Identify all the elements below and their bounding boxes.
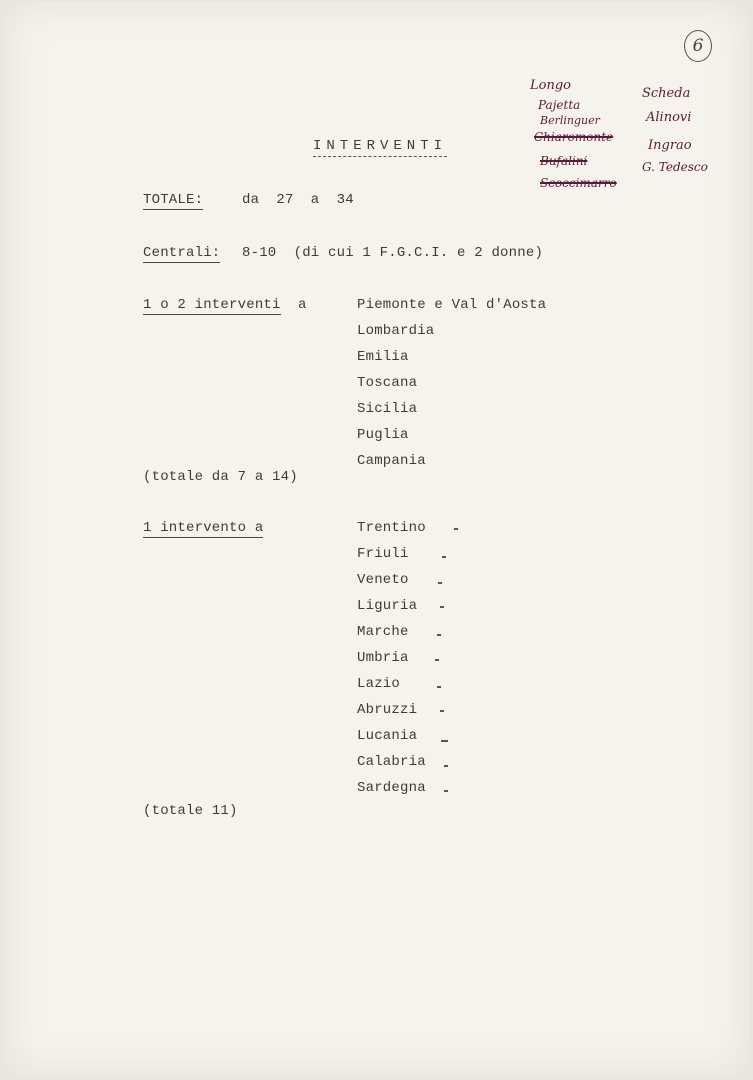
tick-mark xyxy=(440,606,444,608)
totale-value: da 27 a 34 xyxy=(242,192,354,208)
hw-note: Bufalini xyxy=(540,154,588,168)
tick-mark xyxy=(440,710,444,712)
region-item: Calabria xyxy=(357,754,426,770)
tick-mark xyxy=(437,686,441,688)
region-item: Trentino xyxy=(357,520,426,536)
region-item: Piemonte e Val d'Aosta xyxy=(357,297,547,313)
region-item: Veneto xyxy=(357,572,409,588)
hw-note: Pajetta xyxy=(538,98,581,112)
group1-total: (totale da 7 a 14) xyxy=(143,469,298,485)
region-item: Lucania xyxy=(357,728,418,744)
region-item: Sardegna xyxy=(357,780,426,796)
page-number: 6 xyxy=(684,30,712,62)
hw-note: Chiaromonte xyxy=(534,130,614,144)
hw-note: Longo xyxy=(530,78,571,93)
tick-mark xyxy=(438,582,442,584)
region-item: Abruzzi xyxy=(357,702,418,718)
region-item: Sicilia xyxy=(357,401,418,417)
region-item: Emilia xyxy=(357,349,409,365)
tick-mark xyxy=(454,528,458,530)
hw-note: Ingrao xyxy=(648,138,692,153)
hw-note: G. Tedesco xyxy=(642,160,708,174)
region-item: Campania xyxy=(357,453,426,469)
region-item: Toscana xyxy=(357,375,418,391)
hw-note: Alinovi xyxy=(646,110,692,125)
tick-mark xyxy=(441,740,448,742)
tick-mark xyxy=(437,634,441,636)
tick-mark xyxy=(435,659,439,661)
group1-label: 1 o 2 interventi xyxy=(143,297,281,313)
centrali-label: Centrali: xyxy=(143,245,221,261)
group1-suffix: a xyxy=(298,297,307,313)
tick-mark xyxy=(442,556,446,558)
document-page xyxy=(4,2,749,1076)
region-item: Lazio xyxy=(357,676,401,692)
region-item: Friuli xyxy=(357,546,409,562)
region-item: Umbria xyxy=(357,650,409,666)
tick-mark xyxy=(444,765,448,767)
group2-label: 1 intervento a xyxy=(143,520,264,536)
hw-note: Scoccimarro xyxy=(540,176,617,190)
region-item: Lombardia xyxy=(357,323,435,339)
region-item: Marche xyxy=(357,624,409,640)
page-title: INTERVENTI xyxy=(313,138,447,157)
centrali-value: 8-10 (di cui 1 F.G.C.I. e 2 donne) xyxy=(242,245,544,261)
tick-mark xyxy=(444,790,448,792)
region-item: Puglia xyxy=(357,427,409,443)
hw-note: Scheda xyxy=(642,86,691,101)
totale-label: TOTALE: xyxy=(143,192,204,208)
group2-total: (totale 11) xyxy=(143,803,238,819)
region-item: Liguria xyxy=(357,598,418,614)
hw-note: Berlinguer xyxy=(540,114,600,127)
